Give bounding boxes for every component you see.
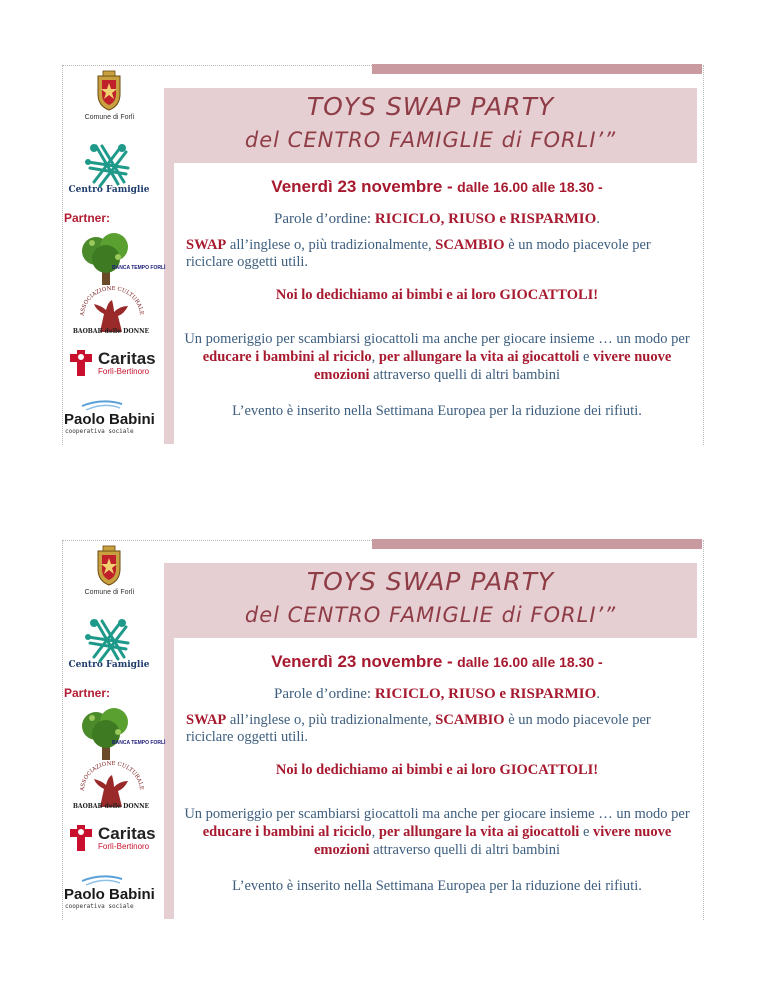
accent-bar (372, 64, 702, 74)
dedication-line: Noi lo dedichiamo ai bimbi e ai loro GIOCATTOLI! (275, 287, 599, 303)
baobab-label: BAOBAB delle DONNE (72, 803, 150, 810)
flyer-bottom (62, 539, 704, 951)
event-subtitle: del CENTRO FAMIGLIE di FORLI’” (244, 603, 617, 627)
babini-name: Paolo Babini (64, 886, 155, 903)
centro-famiglie-label: Centro Famiglie (68, 660, 150, 670)
baobab-ring-label: ASSOCIAZIONE CULTURALE (79, 286, 145, 317)
caritas-name: Caritas (98, 349, 156, 368)
comune-label: Comune di Forlì (84, 114, 135, 121)
babini-sub: cooperativa sociale (65, 428, 134, 435)
partner-label: Partner: (64, 211, 111, 225)
comune-crest-icon (94, 70, 124, 112)
paolo-babini-logo-icon (62, 396, 158, 436)
babini-name: Paolo Babini (64, 411, 155, 428)
dotted-border-left (62, 540, 63, 920)
partner-label: Partner: (64, 686, 111, 700)
caritas-logo-icon (68, 348, 164, 378)
afternoon-paragraph: Un pomeriggio per scambiarsi giocattoli ma anche per giocare insieme … un modo per educare i bambini al riciclo, per allungare la vita ai giocattoli e vivere nuove emozioni attraverso quelli di altri bambini (184, 806, 690, 858)
keywords-paragraph: Parole d’ordine: RICICLO, RIUSO e RISPARMIO. (274, 211, 600, 227)
dotted-border-right (703, 65, 704, 445)
babini-sub: cooperativa sociale (65, 903, 134, 910)
event-note: L’evento è inserito nella Settimana Europea per la riduzione dei rifiuti. (232, 403, 642, 419)
keywords-paragraph: Parole d’ordine: RICICLO, RIUSO e RISPARMIO. (274, 686, 600, 702)
swap-paragraph: SWAP all’inglese o, più tradizionalmente, SCAMBIO è un modo piacevole per riciclare oggetti utili. (186, 712, 651, 745)
paolo-babini-logo-icon (62, 871, 158, 911)
flyer-top (62, 64, 704, 476)
event-title: TOYS SWAP PARTY (306, 567, 555, 596)
accent-bar (372, 539, 702, 549)
banca-tempo-label: BANCA TEMPO FORLÌ (112, 265, 166, 271)
dotted-border-right (703, 540, 704, 920)
banca-tempo-tree-icon (76, 231, 166, 287)
swap-paragraph: SWAP all’inglese o, più tradizionalmente, SCAMBIO è un modo piacevole per riciclare oggetti utili. (186, 237, 651, 270)
dotted-border-left (62, 65, 63, 445)
event-subtitle: del CENTRO FAMIGLIE di FORLI’” (244, 128, 617, 152)
centro-famiglie-logo-icon (84, 617, 132, 663)
banca-tempo-label: BANCA TEMPO FORLÌ (112, 740, 166, 746)
event-note: L’evento è inserito nella Settimana Europea per la riduzione dei rifiuti. (232, 878, 642, 894)
event-title: TOYS SWAP PARTY (306, 92, 555, 121)
comune-label: Comune di Forlì (84, 589, 135, 596)
centro-famiglie-logo-icon (84, 142, 132, 188)
baobab-ring-label: ASSOCIAZIONE CULTURALE (79, 761, 145, 792)
caritas-logo-icon (68, 823, 164, 853)
banca-tempo-tree-icon (76, 706, 166, 762)
centro-famiglie-label: Centro Famiglie (68, 185, 150, 195)
event-date: Venerdì 23 novembre - dalle 16.00 alle 18.30 - (271, 652, 603, 671)
afternoon-paragraph: Un pomeriggio per scambiarsi giocattoli ma anche per giocare insieme … un modo per educare i bambini al riciclo, per allungare la vita ai giocattoli e vivere nuove emozioni attraverso quelli di altri bambini (184, 331, 690, 383)
caritas-name: Caritas (98, 824, 156, 843)
dedication-line: Noi lo dedichiamo ai bimbi e ai loro GIOCATTOLI! (275, 762, 599, 778)
event-date: Venerdì 23 novembre - dalle 16.00 alle 18.30 - (271, 177, 603, 196)
caritas-sub: Forlì-Bertinoro (98, 842, 150, 851)
comune-crest-icon (94, 545, 124, 587)
caritas-sub: Forlì-Bertinoro (98, 367, 150, 376)
baobab-label: BAOBAB delle DONNE (72, 328, 150, 335)
